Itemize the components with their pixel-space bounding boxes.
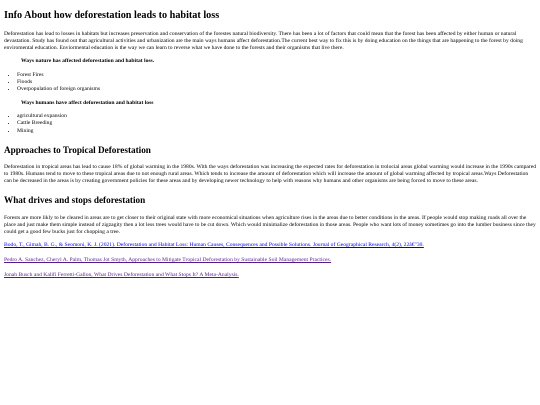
list-item: • agricultural expansion xyxy=(17,113,536,120)
approaches-heading: Approaches to Tropical Deforestation xyxy=(4,144,151,155)
humans-list xyxy=(4,113,536,134)
drives-heading: What drives and stops deforestation xyxy=(4,195,146,206)
reference-item xyxy=(4,272,536,279)
list-item: • Floods xyxy=(17,79,536,86)
page-title: Info About how deforestation leads to habitat loss xyxy=(4,10,220,21)
reference-link-busch[interactable]: Jonah Busch and Kalifi Ferretti-Gallon, What Drives Deforestation and What Stops It? A Meta-Analysis. xyxy=(4,272,239,279)
intro-paragraph: Deforestation has lead to losses in habitats but increases preservation and conservation of the forestes natural biodiversity. There has been a lot of factors that could mean that the forest has been affected by either human or natural devastation. Study has found out that agricultural activities and urbanization are the main ways humans affect deforestation.The current best way to fix this is by doing education on the things that are happening to the forest by doing enviromental education. Enviormental education is the way we can learn to reverse what we have done to the forests and their organisms that live there. xyxy=(4,30,523,51)
humans-subheading: Ways humans have affect deforestation and habitat loss xyxy=(21,99,154,106)
reference-link-sanchez[interactable]: Pedro A. Sanchez, Cheryl A. Palm, Thomas Jot Smyth, Approaches to Mitigate Tropical Deforestation by Sustainable Soil Management Practices. xyxy=(4,257,332,264)
approaches-paragraph: Deforestation in tropical areas has lead to cause 18% of global warming in the 1980s. With the ways deforestation was increasing the expected rates for deforestation in trolocial areas global warming would increase in the 1990s campared to 1980s. Humans tend to move to these tropical areas due to not enough rural areas. Which tends to increase the amount of deforestation which will increase the amount of global warming affected by tropical areas.Ways Deforestation can be decreased in the areas is by creating government policies for these areas and by developing newer technology to help with reasons why humans and other organisms are being forced to move to these areas. xyxy=(4,164,536,185)
nature-subheading: Ways nature has affected deforestation and habitat loss. xyxy=(21,57,155,64)
reference-link-bodo[interactable]: Bodo, T., Gimah, B. G., & Seomoni, K. J. (2021). Deforestation and Habitat Loss: Human Causes, Consequences and Possible Solutions. Journal of Geographical Research, 4(2), 22â€"30. xyxy=(4,241,424,248)
list-item: • Forest Fires xyxy=(17,72,536,79)
list-item: • Overpopulation of foreign organisms xyxy=(17,86,536,93)
list-item: • Cattle Breeding xyxy=(17,120,536,127)
drives-paragraph: Forests are more likly to be cleared in areas are to get closer to their original state with more economical situations when agriculture rises in the areas due to better conditions in the areas. If people would stop making roads all over the place and just make them simple instead of zigzagity then a lot less trees would have to be cut down. Which would minimalize deforestation in those areas. People who want lots of money sometimes go into the lumber business since they could get a good few bucks just for chopping a tree. xyxy=(4,214,536,235)
reference-item xyxy=(4,257,536,264)
reference-item xyxy=(4,242,536,249)
list-item: • Mining xyxy=(17,128,536,135)
nature-list xyxy=(4,72,536,93)
